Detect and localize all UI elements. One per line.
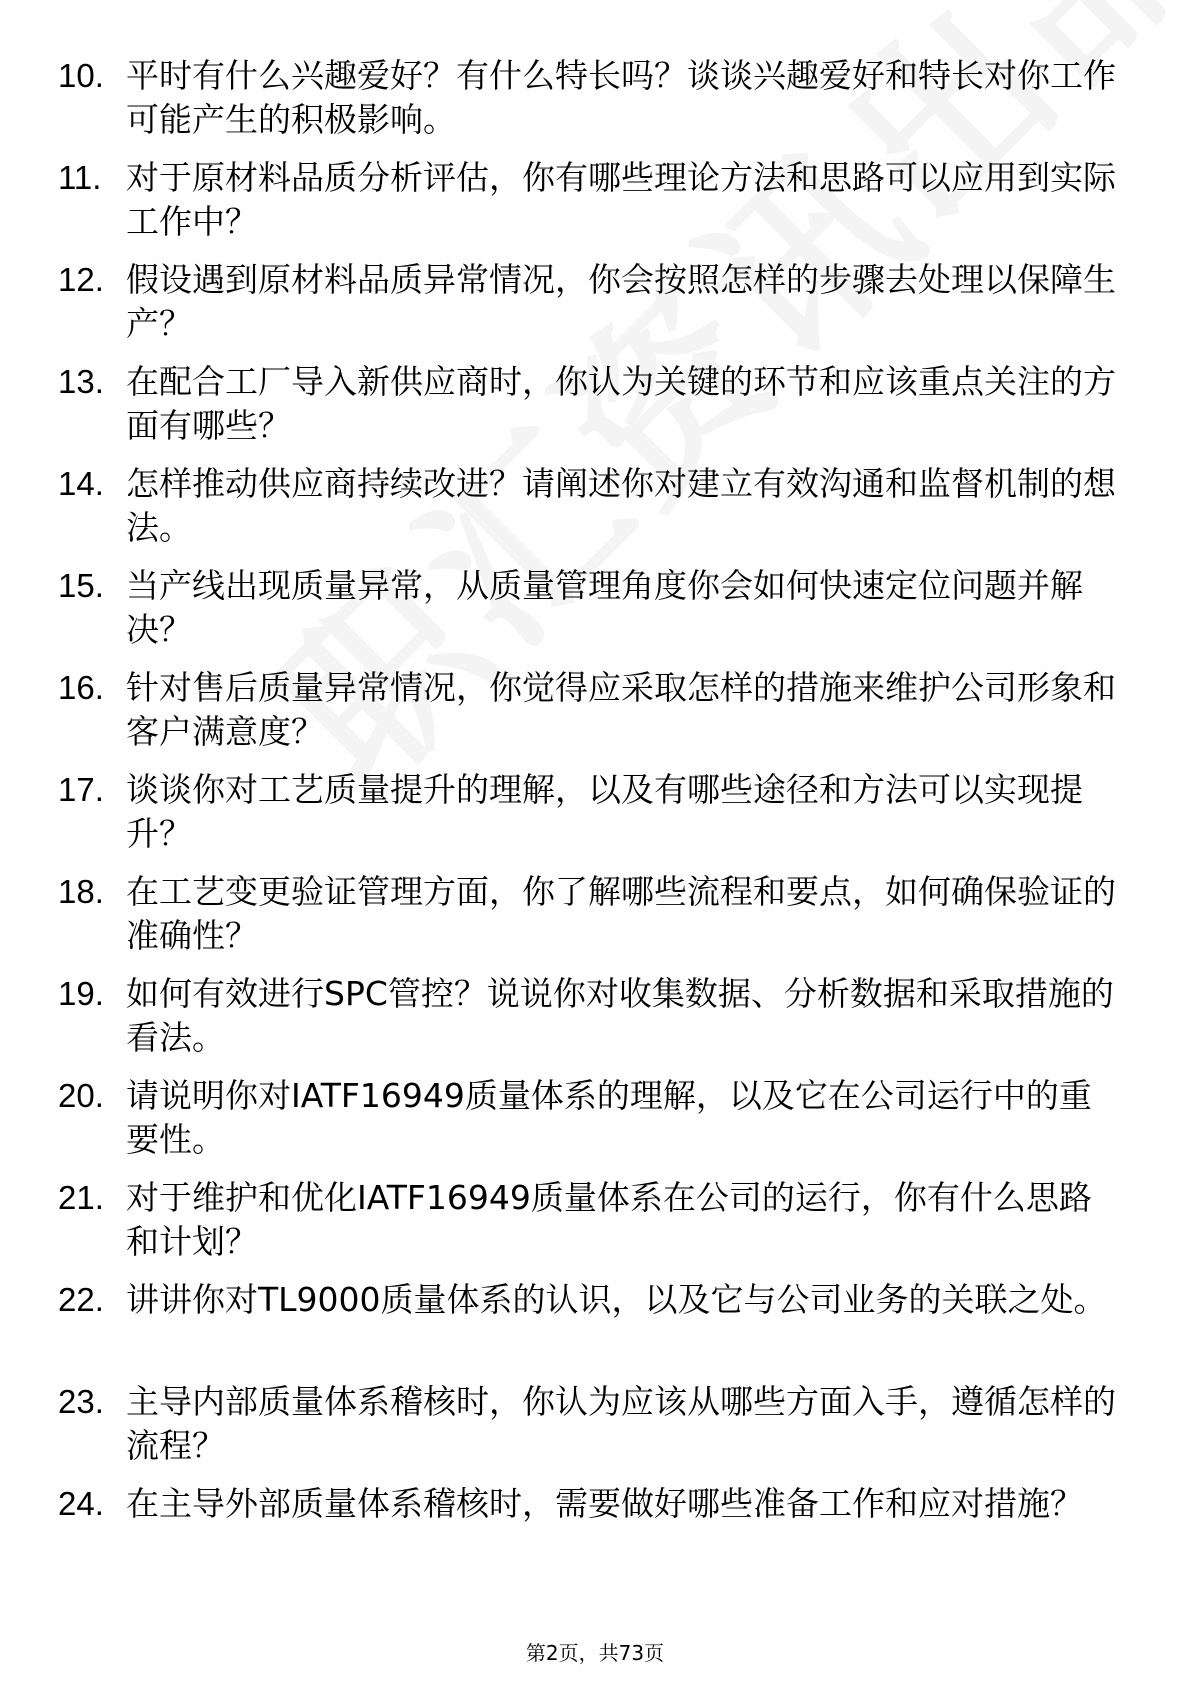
question-item — [58, 1482, 1118, 1584]
question-text: 在配合工厂导入新供应商时，你认为关键的环节和应该重点关注的方面有哪些？ — [126, 362, 1116, 445]
question-text: 对于原材料品质分析评估，你有哪些理论方法和思路可以应用到实际工作中？ — [126, 158, 1116, 241]
page-footer: 第2页，共73页 — [525, 1641, 665, 1665]
question-number: 12. — [58, 261, 104, 298]
question-item — [58, 1074, 1118, 1176]
question-text: 怎样推动供应商持续改进？请阐述你对建立有效沟通和监督机制的想法。 — [126, 464, 1116, 547]
question-text: 谈谈你对工艺质量提升的理解，以及有哪些途径和方法可以实现提升？ — [126, 770, 1083, 853]
question-text: 讲讲你对TL9000质量体系的认识，以及它与公司业务的关联之处。 — [126, 1280, 1107, 1319]
question-number: 10. — [58, 57, 104, 94]
question-text: 在主导外部质量体系稽核时，需要做好哪些准备工作和应对措施？ — [126, 1484, 1083, 1523]
question-number: 24. — [58, 1485, 104, 1522]
question-item — [58, 360, 1118, 462]
question-text: 假设遇到原材料品质异常情况，你会按照怎样的步骤去处理以保障生产？ — [126, 260, 1116, 343]
question-text: 请说明你对IATF16949质量体系的理解，以及它在公司运行中的重要性。 — [126, 1076, 1092, 1159]
question-item — [58, 564, 1118, 666]
question-item — [58, 258, 1118, 360]
question-number: 15. — [58, 567, 104, 604]
question-text: 对于维护和优化IATF16949质量体系在公司的运行，你有什么思路和计划？ — [126, 1178, 1092, 1261]
question-text: 在工艺变更验证管理方面，你了解哪些流程和要点，如何确保验证的准确性？ — [126, 872, 1116, 955]
question-item — [58, 54, 1118, 156]
question-item — [58, 666, 1118, 768]
question-item — [58, 768, 1118, 870]
question-number: 11. — [58, 159, 102, 196]
question-text: 平时有什么兴趣爱好？有什么特长吗？谈谈兴趣爱好和特长对你工作可能产生的积极影响。 — [126, 56, 1116, 139]
question-number: 13. — [58, 363, 104, 400]
question-item — [58, 1380, 1118, 1482]
question-item — [58, 1278, 1118, 1380]
question-text: 主导内部质量体系稽核时，你认为应该从哪些方面入手，遵循怎样的流程？ — [126, 1382, 1116, 1465]
question-number: 20. — [58, 1077, 104, 1114]
question-item — [58, 462, 1118, 564]
question-item — [58, 972, 1118, 1074]
question-text: 当产线出现质量异常，从质量管理角度你会如何快速定位问题并解决？ — [126, 566, 1083, 649]
question-item — [58, 870, 1118, 972]
question-number: 18. — [58, 873, 104, 910]
question-item — [58, 1176, 1118, 1278]
question-number: 23. — [58, 1383, 104, 1420]
question-number: 14. — [58, 465, 104, 502]
question-number: 22. — [58, 1281, 104, 1318]
question-number: 19. — [58, 975, 104, 1012]
question-number: 16. — [58, 669, 104, 706]
question-text: 如何有效进行SPC管控？说说你对收集数据、分析数据和采取措施的看法。 — [126, 974, 1114, 1057]
question-number: 21. — [58, 1179, 104, 1216]
question-number: 17. — [58, 771, 104, 808]
question-item — [58, 156, 1118, 258]
question-text: 针对售后质量异常情况，你觉得应采取怎样的措施来维护公司形象和客户满意度？ — [126, 668, 1116, 751]
question-list — [58, 54, 1118, 1584]
